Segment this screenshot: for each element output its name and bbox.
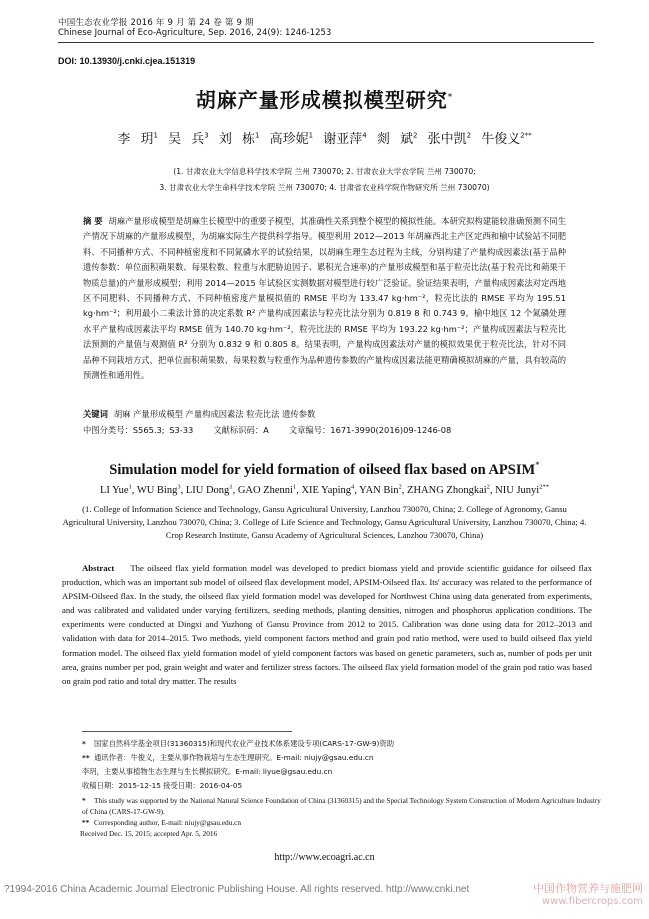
footnote-rule [82, 731, 292, 732]
cn-keywords-label: 关键词 [83, 409, 108, 419]
footnote-dates-en: Received Dec. 15, 2015; accepted Apr. 5, 2016 [80, 829, 218, 838]
en-title-text: Simulation model for yield formation of oilseed flax based on APSIM [109, 461, 536, 478]
footnote-corresponding-cn: ** 通讯作者：牛俊义，主要从事作物栽培与生态生理研究。E-mail: niujy@gsau.edu.cn [82, 753, 374, 762]
en-affiliations: (1. College of Information Science and Technology, Gansu Agricultural University, Lanzhou 730070, China; 2. College of Agronomy, Gansu Agricultural University, Lanzhou 730070, China; 3. College of Life Science and Technology, Gansu Agricultural University, Lanzhou 730070, China; 4. Crop Research Institute, Gansu Academy of Agricultural Sciences, Lanzhou 730070, China) [62, 504, 587, 540]
cn-author: 李 玥$^1$ [117, 131, 158, 147]
cn-title [0, 84, 649, 113]
article-number: 文章编号：1671-3990(2016)09-1246-08 [288, 425, 452, 435]
cn-authors [0, 128, 649, 147]
journal-header-en: Chinese Journal of Eco-Agriculture, Sep. 2016, 24(9): 1246-1253 [58, 28, 332, 38]
cn-author: 张中凯$^2$ [427, 131, 472, 147]
clc-number: 中图分类号：S565.3; S3-33 [83, 425, 194, 435]
en-authors [0, 483, 649, 496]
watermark-cn: 中国作物营养与施肥网 [533, 882, 643, 895]
en-author: WU Bing$^3$, [136, 483, 184, 496]
footnote-first-author-cn: 李玥，主要从事植物生态生理与生长模拟研究。E-mail: liyue@gsau.edu.cn [82, 767, 333, 776]
en-abstract-text: The oilseed flax yield formation model was developed to predict biomass yield and provide scientific guidance for oilseed flax production, which was an important sub model of oilseed flax development model, APSIM-Oilseed flax. Its' accuracy was related to the performance of APSIM-Oilseed flax. In the study, the oilseed flax yield formation model was developed for Northwest China using data generated from experiments, and was calibrated and validated under varying fertilizers, seeding methods, planting densities, nitrogen and phosphorus application conditions. The experiments were conducted at Dingxi and Yuzhong of Gansu Province from 2012 to 2015. Calibration was done using data for 2012–2013 and validation with data for 2014–2015. Two methods, yield component factors method and grain pod ratio method, were used to build oilseed flax yield formation model. The oilseed flax yield formation model of yield component factors was based on genetic parameters, such as, number of pods per unit area, grains number per pod, grain weight and water and fertilizer stress factors. The oilseed flax yield formation model of the grain pod ratio was based on grain pod ratio and total dry matter. The results [62, 563, 593, 686]
journal-header-cn: 中国生态农业学报 2016 年 9 月 第 24 卷 第 9 期 [58, 18, 254, 28]
cn-abstract [83, 214, 566, 383]
en-abstract-label: Abstract [82, 563, 115, 573]
footnote-funding-cn: * 国家自然科学基金项目(31360315)和现代农业产业技术体系建设专项(CARS-17-GW-9)资助 [82, 739, 394, 748]
cn-author: 剡 斌$^2$ [376, 131, 418, 147]
en-author: LIU Dong$^1$, [185, 483, 236, 496]
cn-affiliation-line-2: 3. 甘肃农业大学生命科学技术学院 兰州 730070; 4. 甘肃省农业科学院作物研究所 兰州 730070) [159, 183, 490, 192]
en-abstract [62, 561, 592, 688]
cn-keywords-text: 胡麻 产量形成模型 产量构成因素法 粒壳比法 遗传参数 [113, 409, 316, 419]
cn-affiliation-line-1: (1. 甘肃农业大学信息科学技术学院 兰州 730070; 2. 甘肃农业大学农学院 兰州 730070; [173, 167, 476, 176]
footnote-corresponding-en: ** Corresponding author, E-mail: niujy@gsau.edu.cn [82, 818, 242, 827]
en-author: LI Yue$^1$, [100, 483, 135, 496]
cn-author: 谢亚萍$^4$ [323, 131, 367, 147]
en-author: GAO Zhenni$^1$, [237, 483, 299, 496]
header-rule [58, 42, 594, 43]
en-title-mark: * [535, 460, 540, 470]
en-author: NIU Junyi$^{2**}$ [495, 483, 549, 496]
footnote-dates-cn: 收稿日期：2015-12-15 接受日期：2016-04-05 [82, 781, 243, 790]
cn-title-mark: * [447, 92, 454, 103]
en-title [0, 460, 649, 479]
cn-author: 吴 兵$^3$ [168, 131, 209, 147]
cn-author: 刘 栋$^1$ [218, 131, 260, 147]
doi: DOI: 10.13930/j.cnki.cjea.151319 [58, 56, 196, 66]
cn-keywords [83, 408, 315, 420]
cn-abstract-text: 胡麻产量形成模型是胡麻生长模型中的重要子模型，其准确性关系到整个模型的模拟性能。本研究拟构建能较准确预测不同生产情况下胡麻的产量形成模型，为胡麻实际生产提供科学指导。模型利用 2012—2013 年胡麻西北主产区定西和榆中试验站不同肥料、不同播种方式、不同种植密度和不同氮磷水平的试验结果，以胡麻生理生态过程为主线，分别构建了产量构成因素法(基于品种遗传参数：单位面积蒴果数、每果粒数、粒重与水肥胁迫因子、累积光合速率)的产量形成模型和基于粒壳比法(基于粒壳比和蒴果干物质总量)的产量形成模型；利用 2014—2015 年试验区实测数据对模型进行较广泛验证。验证结果表明，产量构成因素法对定西地区不同肥料、不同播种方式、不同种植密度产量模拟值的 RMSE 平均为 133.47 kg·hm⁻²，粒壳比法的 RMSE 平均为 195.51 kg·hm⁻²；利用最小二乘法计算的决定系数 R² 产量构成因素法与粒壳比法分别为 0.819 8 和 0.743 9。榆中地区 12 个氮磷处理水平产量构成因素法平均 RMSE 值为 140.70 kg·hm⁻²，粒壳比法的 RMSE 平均为 193.22 kg·hm⁻²；产量构成因素法与粒壳比法预测的产量值与观测值 R² 分别为 0.832 9 和 0.805 8。结果表明，产量构成因素法对产量的模拟效果优于粒壳比法，针对不同品种不同栽培方式，把单位面积蒴果数、每果粒数与粒重作为品种遗传参数的产量构成因素法能更精确模拟胡麻的产量，具有较高的预测性和通用性。 [83, 216, 566, 381]
watermark-url: www.fibercrops.com [541, 896, 643, 907]
en-author: ZHANG Zhongkai$^2$, [407, 483, 493, 496]
cn-title-text: 胡麻产量形成模拟模型研究 [195, 88, 448, 112]
en-author: YAN Bin$^2$, [359, 483, 405, 496]
journal-website: http://www.ecoagri.ac.cn [274, 852, 375, 863]
document-code: 文献标识码：A [213, 425, 269, 435]
cn-classification [83, 424, 471, 436]
cn-author: 高珍妮$^1$ [269, 131, 314, 147]
footnote-funding-en: * This study was supported by the National Natural Science Foundation of China (31360315) and the Special Technology System Construction of Modern Agriculture Industry of China (CARS-17-GW-9). [82, 796, 601, 816]
cn-author: 牛俊义$^{2**}$ [481, 131, 532, 147]
copyright-footer: ?1994-2016 China Academic Journal Electronic Publishing House. All rights reserved. http://www.cnki.net [4, 884, 470, 895]
en-author: XIE Yaping$^4$, [301, 483, 357, 496]
cn-abstract-label: 摘 要 [83, 216, 103, 226]
